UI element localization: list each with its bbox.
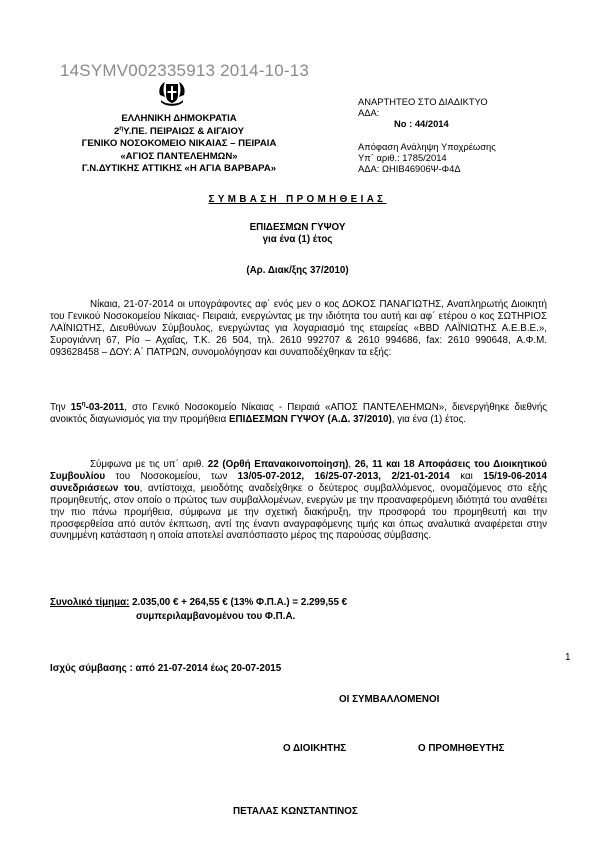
subject-duration: για ένα (1) έτος [262, 234, 333, 246]
page-number: 1 [565, 652, 571, 663]
issuer-hospital-west-attica: Γ.Ν.ΔΥΤΙΚΗΣ ΑΤΤΙΚΗΣ «Η ΑΓΙΑ ΒΑΡΒΑΡΑ» [81, 163, 277, 175]
commitment-decision: Απόφαση Ανάληψη Υποχρέωσης [358, 140, 496, 152]
total-vat-included: συμπεριλαμβανομένου του Φ.Π.Α. [136, 610, 296, 622]
issuer-health-region: $2^\eta\Upsilon.\Pi E$. ΠΕΙΡΑΙΩΣ & ΑΙΓΑΙΟΥ [113, 124, 245, 137]
subject-item: ΕΠΙΔΕΣΜΩΝ ΓΥΨΟΥ [249, 222, 346, 233]
paragraph-award: Σύμφωνα με τις υπ΄ αριθ. 22 (Ορθή Επανακοινοποίηση), 26, 11 και 18 Αποφάσεις του Διοικητικού Συμβουλίου του Νοσοκομείου, των 13/05-07-2012, 16/25-07-2013, 2/21-01-2014 και 15/19-06-2014 συνεδριάσεων του, αντίστοιχα, μειοδότης αναδείχθηκε ο δεύτερος συμβαλλόμενος, ονομαζόμενος στο εξής προμηθευτής, στον οποίο ο πρώτος των συμβαλλομένων, ενεργών με την προαναφερόμενη ιδιότητά του αναθέτει την πιο πάνω προμήθεια, σύμφωνα με την σχετική διακήρυξη, την προσφορά του προμηθευτή και την προσφερθείσα από αυτόν έκπτωση, αντί της έναντι αναγραφόμενης τιμής και όπως αναλυτικά αναφέρεται στην συνημμένη κατάσταση η οποία αποτελεί αναπόσπαστο μέρος της παρούσας σύμβασης. [50, 459, 547, 542]
commitment-decision-ada: ΑΔΑ: ΩΗΙΒ46906Ψ-Φ4Δ [358, 163, 461, 175]
issuer-hospital-name: «ΑΓΙΟΣ ΠΑΝΤΕΛΕΗΜΩΝ» [120, 150, 238, 162]
greek-coat-of-arms-icon [157, 80, 187, 108]
total-price-line: Συνολικό τίμημα: 2.035,00 € + 264,55 € (13% Φ.Π.Α.) = 2.299,55 € [50, 597, 348, 608]
signature-director: Ο ΔΙΟΙΚΗΤΗΣ [283, 743, 347, 754]
contract-number: Νο : 44/2014 [394, 118, 449, 130]
tender-reference: (Αρ. Διακ/ξης 37/2010) [246, 265, 349, 276]
total-price [50, 596, 347, 624]
ada-label: ΑΔΑ: [358, 107, 380, 119]
parties-heading: ΟΙ ΣΥΜΒΑΛΛΟΜΕΝΟΙ [339, 694, 440, 705]
issuer-hospital: ΓΕΝΙΚΟ ΝΟΣΟΚΟΜΕΙΟ ΝΙΚΑΙΑΣ – ΠΕΙΡΑΙΑ [81, 138, 277, 150]
paragraph-parties: Νίκαια, 21-07-2014 οι υπογράφοντες αφ΄ ενός μεν ο κος ΔΟΚΟΣ ΠΑΝΑΓΙΩΤΗΣ, Αναπληρωτής Διοικητή του Γενικού Νοσοκομείου Νίκαιας- Πειραιά, ενεργώντας με την ιδιότητα του αυτή και αφ΄ ετέρου ο κος ΣΩΤΗΡΙΟΣ ΛΑΪΝΙΩΤΗΣ, Διευθύνων Σύμβουλος, ενεργώντας για λογαριασμό της εταιρείας «BBD ΛΑΪΝΙΩΤΗΣ Α.Ε.Β.Ε.», Συρογιάννη 67, Ρίο – Αχαΐας, Τ.Κ. 26 504, τηλ. 2610 992707 & 2610 994686, fax: 2610 990648, Α.Φ.Μ. 093628458 – ΔΟΥ: Α΄ ΠΑΤΡΩΝ, συνομολόγησαν και συναποδέχθηκαν τα εξής: [50, 299, 547, 358]
posted-online-note: ΑΝΑΡΤΗΤΕΟ ΣΤΟ ΔΙΑΔΙΚΤΥΟ [358, 96, 488, 107]
signature-supplier: Ο ΠΡΟΜΗΘΕΥΤΗΣ [418, 743, 505, 754]
commitment-decision-number: Υπ΄ αριθ.: 1785/2014 [358, 151, 447, 163]
document-meta [358, 96, 578, 174]
document-id-stamp: 14SYMV002335913 2014-10-13 [60, 61, 310, 80]
contract-validity: Ισχύς σύμβασης : από 21-07-2014 έως 20-07-2015 [50, 663, 282, 674]
issuer-country: ΕΛΛΗΝΙΚΗ ΔΗΜΟΚΡΑΤΙΑ [121, 113, 237, 124]
contract-subject [0, 222, 595, 247]
signatory-name: ΠΕΤΑΛΑΣ ΚΩΝΣΤΑΝΤΙΝΟΣ [233, 806, 358, 817]
issuer-block [50, 113, 308, 176]
paragraph-tender: Την $15^\eta-03-2011$, στο Γενικό Νοσοκομείο Νίκαιας - Πειραιά «ΑΠΟΣ ΠΑΝΤΕΛΕΗΜΩΝ», διενεργήθηκε διεθνής ανοικτός διαγωνισμός για την προμήθεια ΕΠΙΔΕΣΜΩΝ ΓΥΨΟΥ (Α.Δ. 37/2010), για ένα (1) έτος. [50, 400, 548, 425]
tender-item: ΕΠΙΔΕΣΜΩΝ ΓΥΨΟΥ (Α.Δ. 37/2010) [229, 413, 392, 425]
tender-date: $15^\eta-03-2011$ [70, 400, 125, 413]
document-title: ΣΥΜΒΑΣΗ ΠΡΟΜΗΘΕΙΑΣ [208, 194, 387, 205]
